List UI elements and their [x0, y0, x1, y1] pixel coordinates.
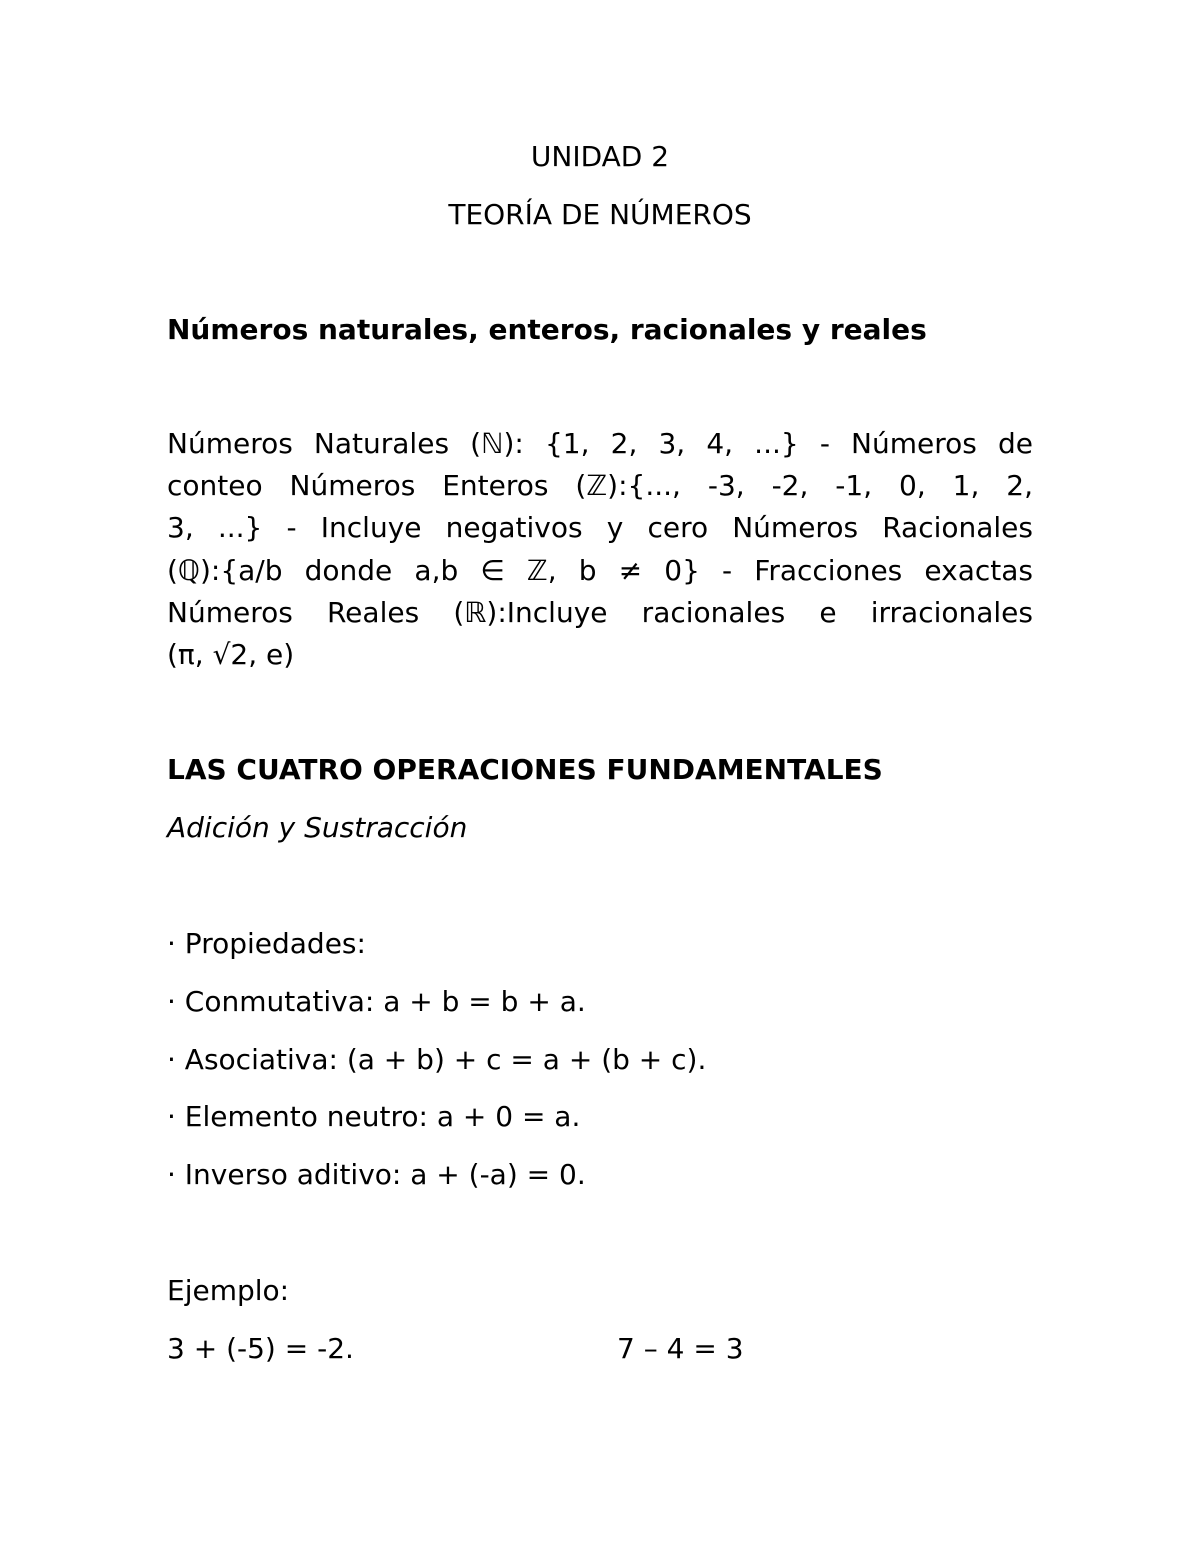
property-item: · Conmutativa: a + b = b + a.: [167, 985, 586, 1018]
paragraph-line: (π, √2, e): [167, 638, 295, 672]
paragraph-line: 3, ...} - Incluye negativos y cero Números Racionales: [167, 511, 1033, 545]
paragraph-line: Números Naturales (ℕ): {1, 2, 3, 4, ...} - Números de: [167, 427, 1033, 460]
property-item: · Asociativa: (a + b) + c = a + (b + c).: [167, 1043, 707, 1076]
paragraph-line: conteo Números Enteros (ℤ):{..., -3, -2, -1, 0, 1, 2,: [167, 469, 1033, 503]
example-left: 3 + (-5) = -2.: [167, 1332, 354, 1365]
number-sets-paragraph: [167, 423, 1033, 676]
property-item: · Propiedades:: [167, 927, 366, 960]
page-title: TEORÍA DE NÚMEROS: [448, 198, 752, 231]
section-heading-numbers: Números naturales, enteros, racionales y reales: [167, 313, 927, 346]
property-item: · Elemento neutro: a + 0 = a.: [167, 1100, 581, 1133]
paragraph-line: (ℚ):{a/b donde a,b ∈ ℤ, b ≠ 0} - Fracciones exactas: [167, 553, 1033, 587]
section-heading-operations: LAS CUATRO OPERACIONES FUNDAMENTALES: [167, 753, 883, 786]
paragraph-line: Números Reales (ℝ):Incluye racionales e irracionales: [167, 595, 1033, 629]
property-item: · Inverso aditivo: a + (-a) = 0.: [167, 1158, 586, 1191]
subheading-addition: Adición y Sustracción: [167, 811, 468, 844]
example-right: 7 – 4 = 3: [617, 1332, 744, 1365]
example-label: Ejemplo:: [167, 1274, 290, 1307]
unit-title: UNIDAD 2: [530, 140, 670, 173]
